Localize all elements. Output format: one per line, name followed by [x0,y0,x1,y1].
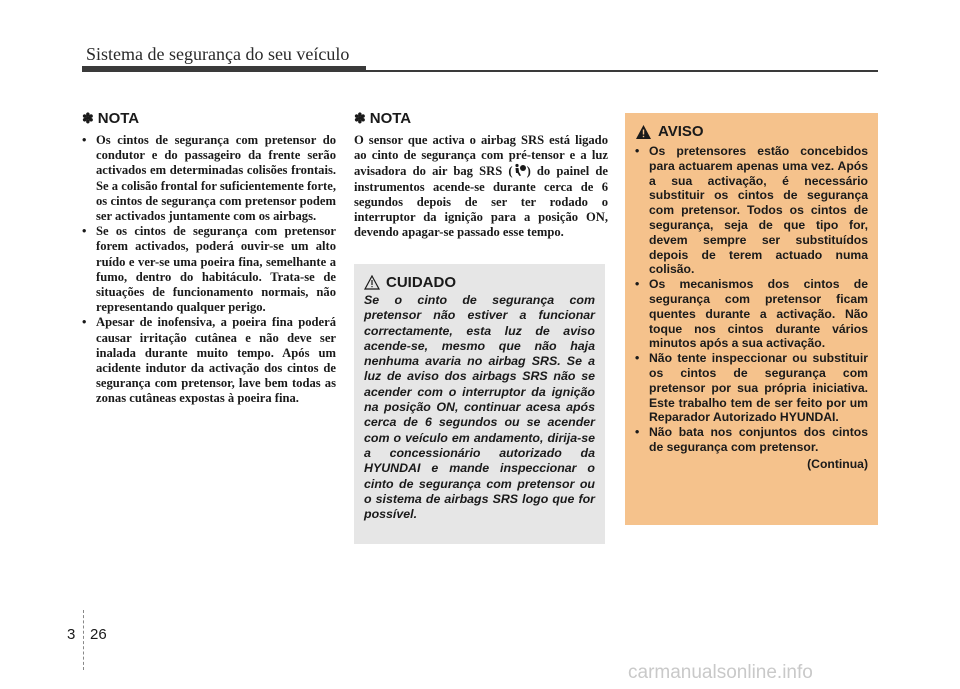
warning-box [625,113,878,525]
list-item-text: Se os cintos de segurança com pretensor forem activados, poderá ouvir-se um alto ruído e ver-se uma poeira fina, semelhante a fumo, dentro do habitáculo. Trata-se de situações de funcionamento normais, não representando qualquer perigo. [96,224,336,315]
continued-label: (Continua) [807,456,868,471]
bullet-icon: • [82,133,87,147]
watermark: carmanualsonline.info [628,662,813,683]
caution-triangle-icon [364,275,380,290]
note-paragraph [354,133,608,240]
list-item-text: Os mecanismos dos cintos de segurança com pretensor ficam quentes durante a activação. Não toque nos cintos durante vários minutos após a sua activação. [649,277,868,351]
chapter-number: 3 [67,626,76,643]
bullet-icon: • [82,315,87,330]
page-number: 26 [90,626,107,643]
warning-list [635,144,868,455]
header-rule-thick [82,66,366,72]
bullet-icon: • [635,351,640,366]
list-item [635,144,868,277]
list-item [635,277,868,351]
note-star-icon: ✽ [82,110,94,126]
list-item-text: Os cintos de segurança com pretensor do condutor e do passageiro da frente serão activados em determinadas colisões frontais. Se a colisão frontal for suficientemente forte, os cintos de segurança com pretensor podem ser activados juntamente com os airbags. [96,133,336,224]
note-list [82,133,336,407]
note-section-sensor [354,110,608,240]
list-item-text: Não bata nos conjuntos dos cintos de segurança com pretensor. [649,425,868,454]
note-star-icon: ✽ [354,110,366,126]
note-heading-label: NOTA [369,110,412,127]
list-item [82,224,336,315]
airbag-warning-icon [513,163,527,177]
caution-box [354,264,605,544]
list-item-text: Os pretensores estão concebidos para actuarem apenas uma vez. Após a sua activação, é necessário substituir os cintos de segurança com pretensor. Todos os cintos de segurança, seja de que tipo for, devem sempre ser substituídos depois de terem actuado numa colisão. [649,144,868,277]
note-heading [82,110,336,127]
note-section-pretensor [82,110,336,407]
bullet-icon: • [635,144,640,158]
note-text-before-icon: O sensor que activa o airbag SRS está ligado ao cinto de segurança com pré-tensor e a luz avisadora do air bag SRS ( [354,133,608,179]
list-item-text: Apesar de inofensiva, a poeira fina poderá causar irritação cutânea e não deve ser inalada durante muito tempo. Após um acidente indutor da activação dos cintos de segurança com pretensor, lave bem todas as zonas cutâneas expostas à poeira fina. [96,315,336,406]
list-item-text: Não tente inspeccionar ou substituir os cintos de segurança com pretensor por sua própria iniciativa. Este trabalho tem de ser feito por um Reparador Autorizado HYUNDAI. [649,351,868,425]
caution-title [364,274,595,291]
note-text-after-icon: ) do painel de instrumentos acende-se durante cerca de 6 segundos depois de ser ter rodado o interruptor da ignição para a posição ON, devendo apagar-se passado esse tempo. [354,164,608,240]
bullet-icon: • [82,224,87,239]
list-item [82,315,336,406]
warning-title-label: AVISO [658,123,704,140]
caution-title-label: CUIDADO [386,274,456,291]
warning-title [635,123,868,140]
header-rule-thin [366,70,878,72]
page-divider [83,610,85,670]
caution-text: Se o cinto de segurança com pretensor não estiver a funcionar correctamente, esta luz de aviso acende-se, mesmo que não haja nenhuma avaria no airbag SRS. Se a luz de aviso dos airbags SRS não se acender com o interruptor da ignição na posição ON, continuar acesa após cerca de 6 segundos ou se acender com o veículo em andamento, dirija-se a concessionário autorizado da HYUNDAI e mande inspeccionar o cinto de segurança com pretensor ou o sistema de airbags SRS logo que for possível. [364,293,595,522]
page-header-title: Sistema de segurança do seu veículo [86,44,350,64]
note-heading-label: NOTA [97,110,140,127]
warning-triangle-icon [635,124,652,140]
list-item [635,351,868,425]
bullet-icon: • [635,425,640,440]
note-heading [354,110,608,127]
bullet-icon: • [635,277,640,292]
list-item [82,133,336,224]
list-item [635,425,868,455]
